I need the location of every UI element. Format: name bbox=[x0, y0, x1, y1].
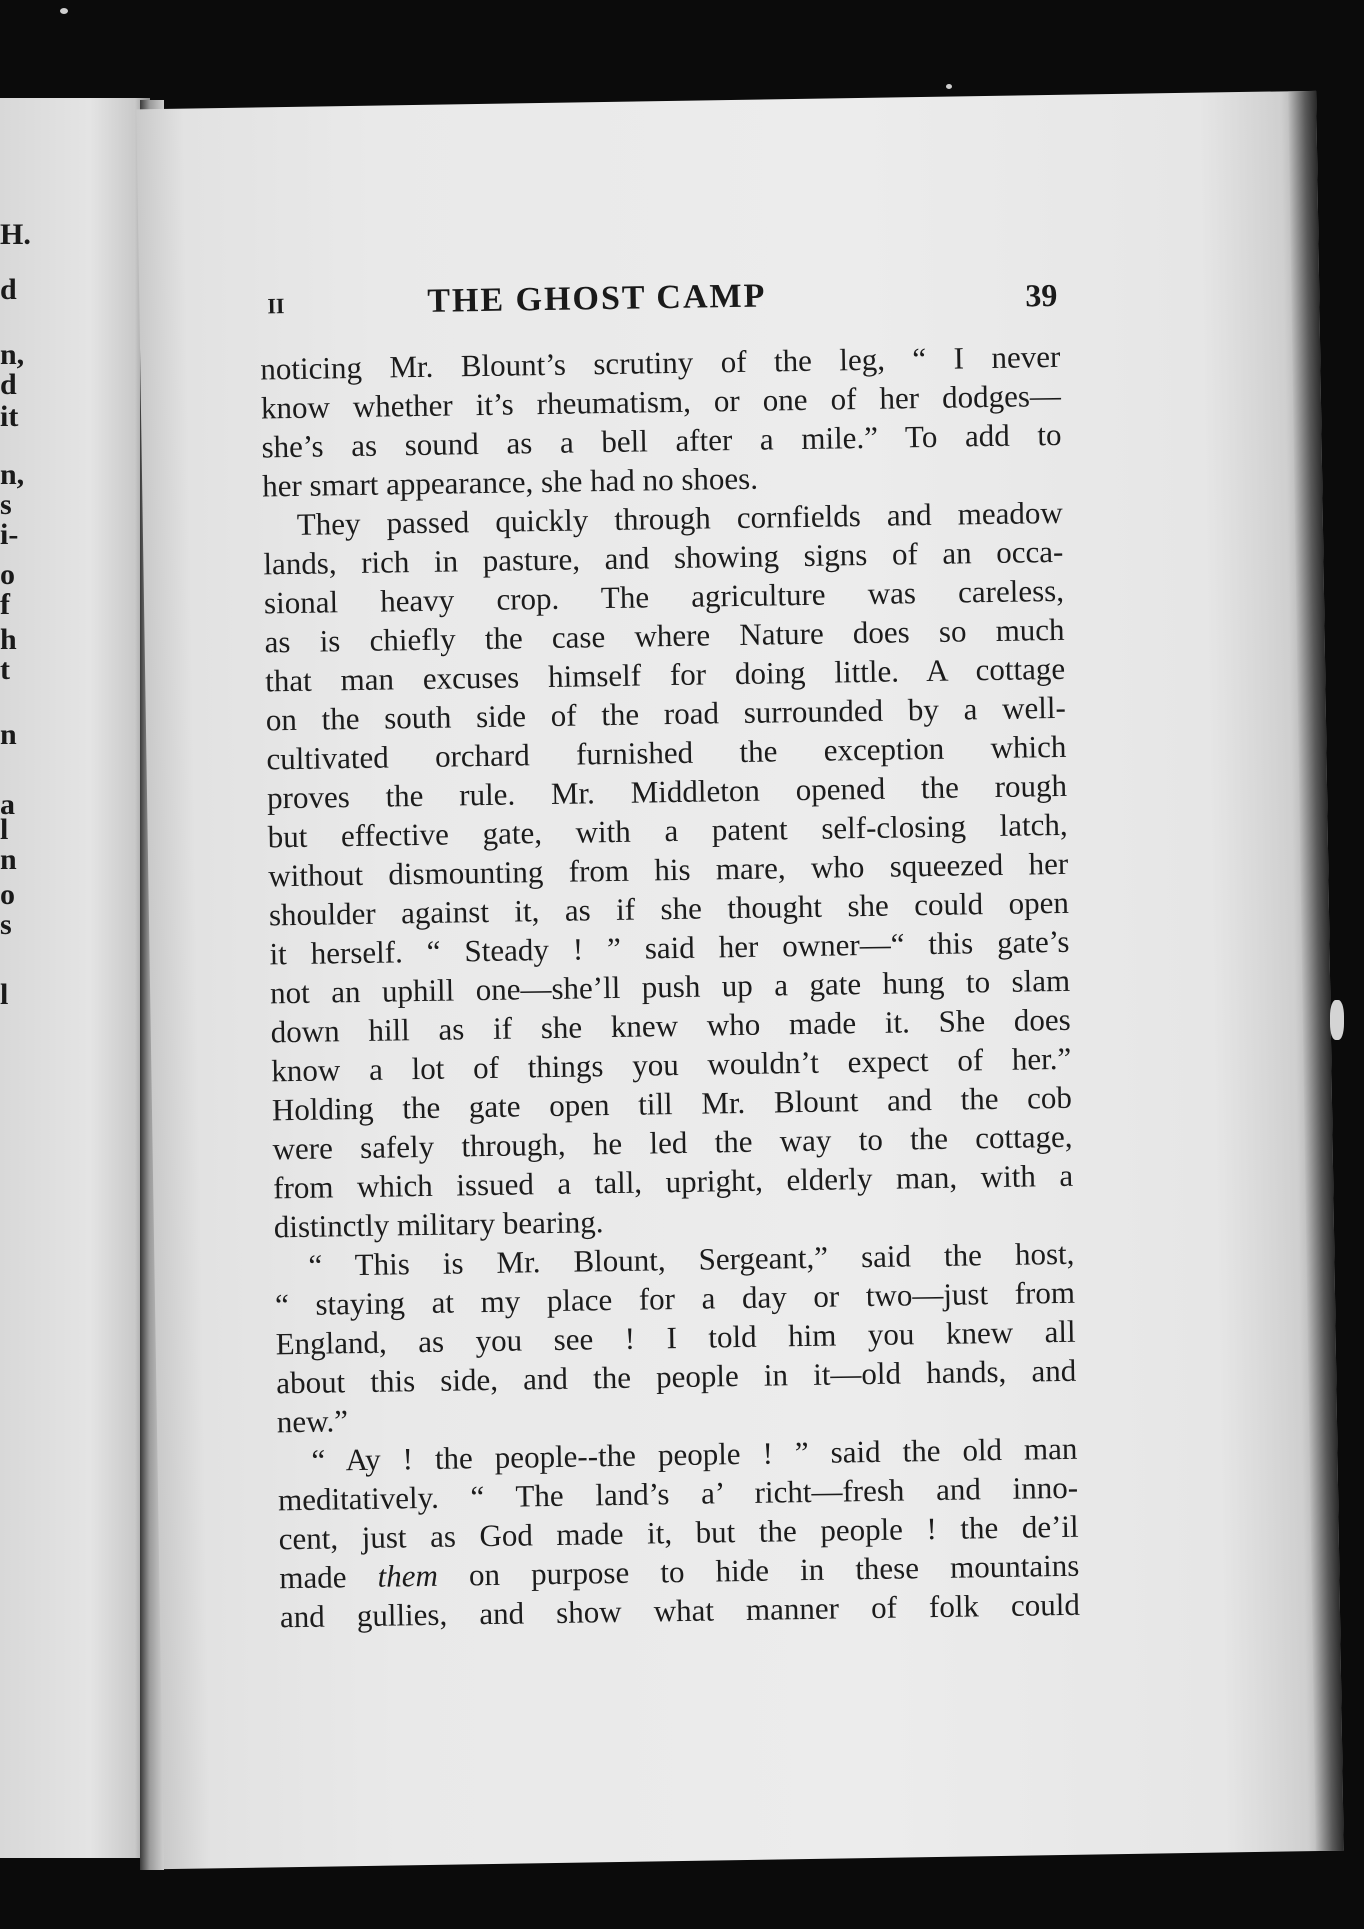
text-line: noticing Mr. Blount’s scrutiny of the leg, “ I never bbox=[260, 338, 1061, 387]
text-line: about this side, and the people in it—old hands, and bbox=[275, 1352, 1077, 1401]
text-line: meditatively. “ The land’s a’ richt—fresh and inno- bbox=[277, 1469, 1079, 1518]
text-line: “ staying at my place for a day or two—just from bbox=[274, 1274, 1076, 1323]
text-line: as is chiefly the case where Nature does so much bbox=[264, 611, 1065, 660]
left-edge-fragment: d bbox=[0, 368, 17, 401]
left-edge-fragment: a bbox=[0, 788, 15, 821]
left-page bbox=[0, 98, 150, 1858]
text-line: distinctly military bearing. bbox=[273, 1204, 604, 1245]
text-line: it herself. “ Steady ! ” said her owner—“ this gate’s bbox=[269, 923, 1070, 972]
text-line: know a lot of things you wouldn’t expect of her.” bbox=[271, 1040, 1072, 1089]
page-number: 39 bbox=[1024, 276, 1058, 314]
text-line: lands, rich in pasture, and showing signs of an occa- bbox=[263, 533, 1064, 582]
text-line: her smart appearance, she had no shoes. bbox=[261, 460, 759, 504]
emphasis: them bbox=[377, 1557, 439, 1594]
text-line: proves the rule. Mr. Middleton opened the rough bbox=[266, 767, 1068, 816]
text-line: new.” bbox=[276, 1403, 349, 1440]
left-edge-fragment: l bbox=[0, 978, 9, 1011]
text-line: “ Ay ! the people--the people ! ” said the old man bbox=[311, 1430, 1078, 1478]
chapter-number: II bbox=[267, 293, 285, 319]
left-edge-fragment: d bbox=[0, 273, 17, 306]
running-title: THE GHOST CAMP bbox=[427, 277, 767, 320]
scan-speck bbox=[60, 8, 68, 14]
left-edge-fragment: l bbox=[0, 813, 9, 846]
scan-speck bbox=[946, 84, 952, 89]
text-line: sional heavy crop. The agriculture was careless, bbox=[263, 572, 1065, 621]
left-edge-fragment: o bbox=[0, 558, 15, 591]
text-line: but effective gate, with a patent self-closing latch, bbox=[267, 806, 1068, 855]
text-line: she’s as sound as a bell after a mile.” To add to bbox=[261, 416, 1062, 465]
left-edge-fragment: h bbox=[0, 623, 17, 656]
text-line: know whether it’s rheumatism, or one of her dodges— bbox=[260, 377, 1062, 426]
text-line: down hill as if she knew who made it. She does bbox=[270, 1001, 1071, 1050]
text-line: shoulder against it, as if she thought she could open bbox=[268, 884, 1070, 933]
left-edge-fragment: it bbox=[0, 400, 19, 433]
text-line: cent, just as God made it, but the people ! the de’il bbox=[278, 1508, 1079, 1557]
left-edge-fragment: n, bbox=[0, 338, 25, 371]
left-edge-fragment: f bbox=[0, 588, 10, 621]
text-line: from which issued a tall, upright, elderly man, with a bbox=[272, 1157, 1074, 1206]
text-line: and gullies, and show what manner of folk could bbox=[279, 1586, 1081, 1635]
text-line: England, as you see ! I told him you knew all bbox=[275, 1313, 1076, 1362]
text-line: not an uphill one—she’ll push up a gate hung to slam bbox=[269, 962, 1071, 1011]
left-edge-fragment: s bbox=[0, 908, 12, 941]
text-line: made them on purpose to hide in these mountains bbox=[279, 1547, 1080, 1596]
text-line: were safely through, he led the way to the cottage, bbox=[272, 1118, 1073, 1167]
text-line: cultivated orchard furnished the exception which bbox=[266, 728, 1067, 777]
left-edge-fragment: n, bbox=[0, 458, 25, 491]
left-edge-fragment: n bbox=[0, 718, 17, 751]
text-line: without dismounting from his mare, who squeezed her bbox=[268, 845, 1069, 894]
right-page bbox=[136, 91, 1343, 1869]
text-line: Holding the gate open till Mr. Blount and the cob bbox=[271, 1079, 1073, 1128]
text-line: that man excuses himself for doing little. A cottage bbox=[264, 650, 1066, 699]
left-edge-fragment: t bbox=[0, 653, 10, 686]
left-edge-fragment: s bbox=[0, 488, 12, 521]
text-line: “ This is Mr. Blount, Sergeant,” said the host, bbox=[308, 1235, 1075, 1283]
body-text bbox=[260, 337, 1080, 1636]
left-edge-fragment: o bbox=[0, 878, 15, 911]
scan-speck bbox=[1330, 1000, 1344, 1040]
page-edge-shadow bbox=[1288, 91, 1344, 1851]
page-header bbox=[267, 273, 1068, 326]
text-line: on the south side of the road surrounded by a well- bbox=[265, 689, 1067, 738]
text-line: They passed quickly through cornfields and meadow bbox=[296, 494, 1063, 542]
left-edge-fragment: H. bbox=[0, 218, 31, 251]
left-edge-fragment: i- bbox=[0, 518, 19, 551]
left-edge-fragment: n bbox=[0, 843, 17, 876]
